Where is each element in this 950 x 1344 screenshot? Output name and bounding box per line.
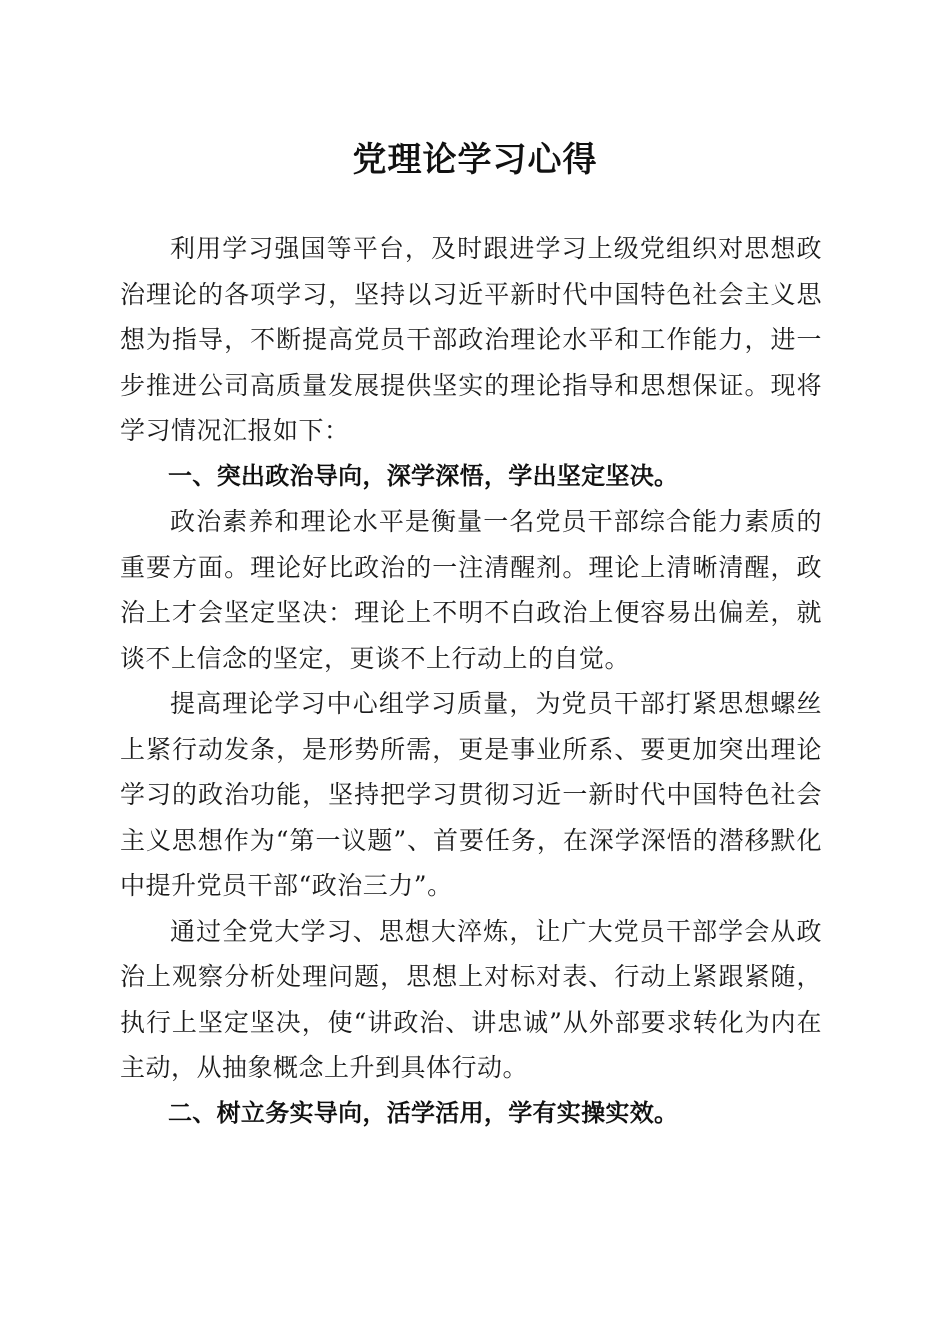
section-heading-2: 二、树立务实导向，活学活用，学有实操实效。 [168,1098,679,1127]
document-title: 党理论学习心得 [352,140,598,180]
document-body [120,226,822,1136]
paragraph-political-literacy: 政治素养和理论水平是衡量一名党员干部综合能力素质的重要方面。理论好比政治的一注清醒剂。理论上清晰清醒，政治上才会坚定坚决：理论上不明不白政治上便容易出偏差，就谈不上信念的坚定，更谈不上行动上的自觉。 [120,507,822,673]
section-heading-1: 一、突出政治导向，深学深悟，学出坚定坚决。 [168,461,679,490]
paragraph-intro: 利用学习强国等平台，及时跟进学习上级党组织对思想政治理论的各项学习，坚持以习近平新时代中国特色社会主义思想为指导，不断提高党员干部政治理论水平和工作能力，进一步推进公司高质量发展提供坚实的理论指导和思想保证。现将学习情况汇报如下： [120,234,822,445]
paragraph-study-quality: 提高理论学习中心组学习质量，为党员干部打紧思想螺丝上紧行动发条，是形势所需，更是事业所系、要更加突出理论学习的政治功能，坚持把学习贯彻习近一新时代中国特色社会主义思想作为“第一议题”、首要任务，在深学深悟的潜移默化中提升党员干部“政治三力”。 [120,689,822,900]
paragraph-party-study: 通过全党大学习、思想大淬炼，让广大党员干部学会从政治上观察分析处理问题，思想上对标对表、行动上紧跟紧随，执行上坚定坚决，使“讲政治、讲忠诚”从外部要求转化为内在主动，从抽象概念上升到具体行动。 [120,916,822,1082]
